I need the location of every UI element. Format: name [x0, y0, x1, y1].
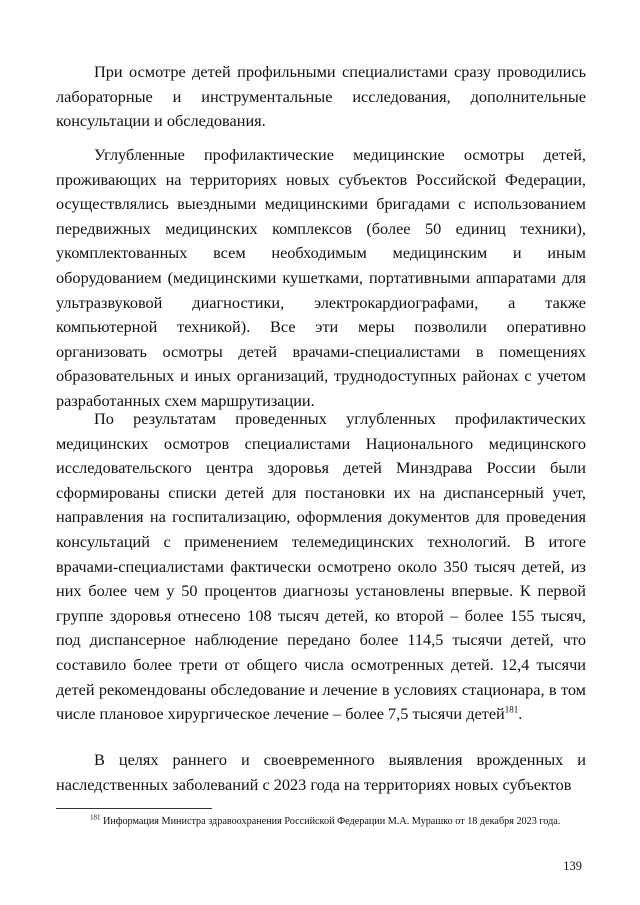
paragraph-1: При осмотре детей профильными специалистами сразу проводились лабораторные и инструментальные исследования, дополнительные консультации и обследования. [56, 62, 586, 131]
paragraph-2: Углубленные профилактические медицинские осмотры детей, проживающих на территориях новых субъектов Российской Федерации, осуществлялись выездными медицинскими бригадами с использованием передвижных медицинских комплексов (более 50 единиц техники), укомплектованных всем необходимым медицинским и иным оборудованием (медицинскими кушетками, портативными аппаратами для ультразвуковой диагностики, электрокардиографами, а также компьютерной техникой). Все эти меры позволили оперативно организовать осмотры детей врачами-специалистами в помещениях образовательных и иных организаций, труднодоступных районах с учетом разработанных схем маршрутизации. [56, 145, 586, 410]
footnote-text: Информация Министра здравоохранения Российской Федерации М.А. Мурашко от 18 декабря 2023 года. [103, 816, 561, 827]
footnote-reference: 181 [504, 704, 519, 715]
paragraph-4: В целях раннего и своевременного выявления врожденных и наследственных заболеваний с 2023 года на территориях новых субъектов [56, 750, 586, 794]
paragraph-3: По результатам проведенных углубленных профилактических медицинских осмотров специалистами Национального медицинского исследовательского центра здоровья детей Минздрава России были сформированы списки детей для постановки их на диспансерный учет, направления на госпитализацию, оформления документов для проведения консультаций с применением телемедицинских технологий. В итоге врачами-специалистами фактически осмотрено около 350 тысяч детей, из них более чем у 50 процентов диагнозы установлены впервые. К первой группе здоровья отнесено 108 тысяч детей, ко второй – более 155 тысяч, под диспансерное наблюдение передано более 114,5 тысячи детей, что составило более трети от общего числа осмотренных детей. 12,4 тысячи детей рекомендованы обследование и лечение в условиях стационара, в том числе плановое хирургическое лечение – более 7,5 тысячи детей$^{181}$. [56, 409, 586, 724]
footnote [56, 815, 586, 829]
footnote-separator [56, 808, 212, 809]
paragraph-3-text: По результатам проведенных углубленных профилактических медицинских осмотров специалистами Национального медицинского исследовательского центра здоровья детей Минздрава России были сформированы списки детей для постановки их на диспансерный учет, направления на госпитализацию, оформления документов для проведения консультаций с применением телемедицинских технологий. В итоге врачами-специалистами фактически осмотрено около 350 тысяч детей, из них более чем у 50 процентов диагнозы установлены впервые. К первой группе здоровья отнесено 108 тысяч детей, ко второй – более 155 тысяч, под диспансерное наблюдение передано более 114,5 тысячи детей, что составило более трети от общего числа осмотренных детей. 12,4 тысячи детей рекомендованы обследование и лечение в условиях стационара, в том числе плановое хирургическое лечение – более 7,5 тысячи детей [56, 409, 586, 724]
page-number: 139 [563, 859, 582, 873]
footnote-number: 181 [90, 813, 101, 822]
